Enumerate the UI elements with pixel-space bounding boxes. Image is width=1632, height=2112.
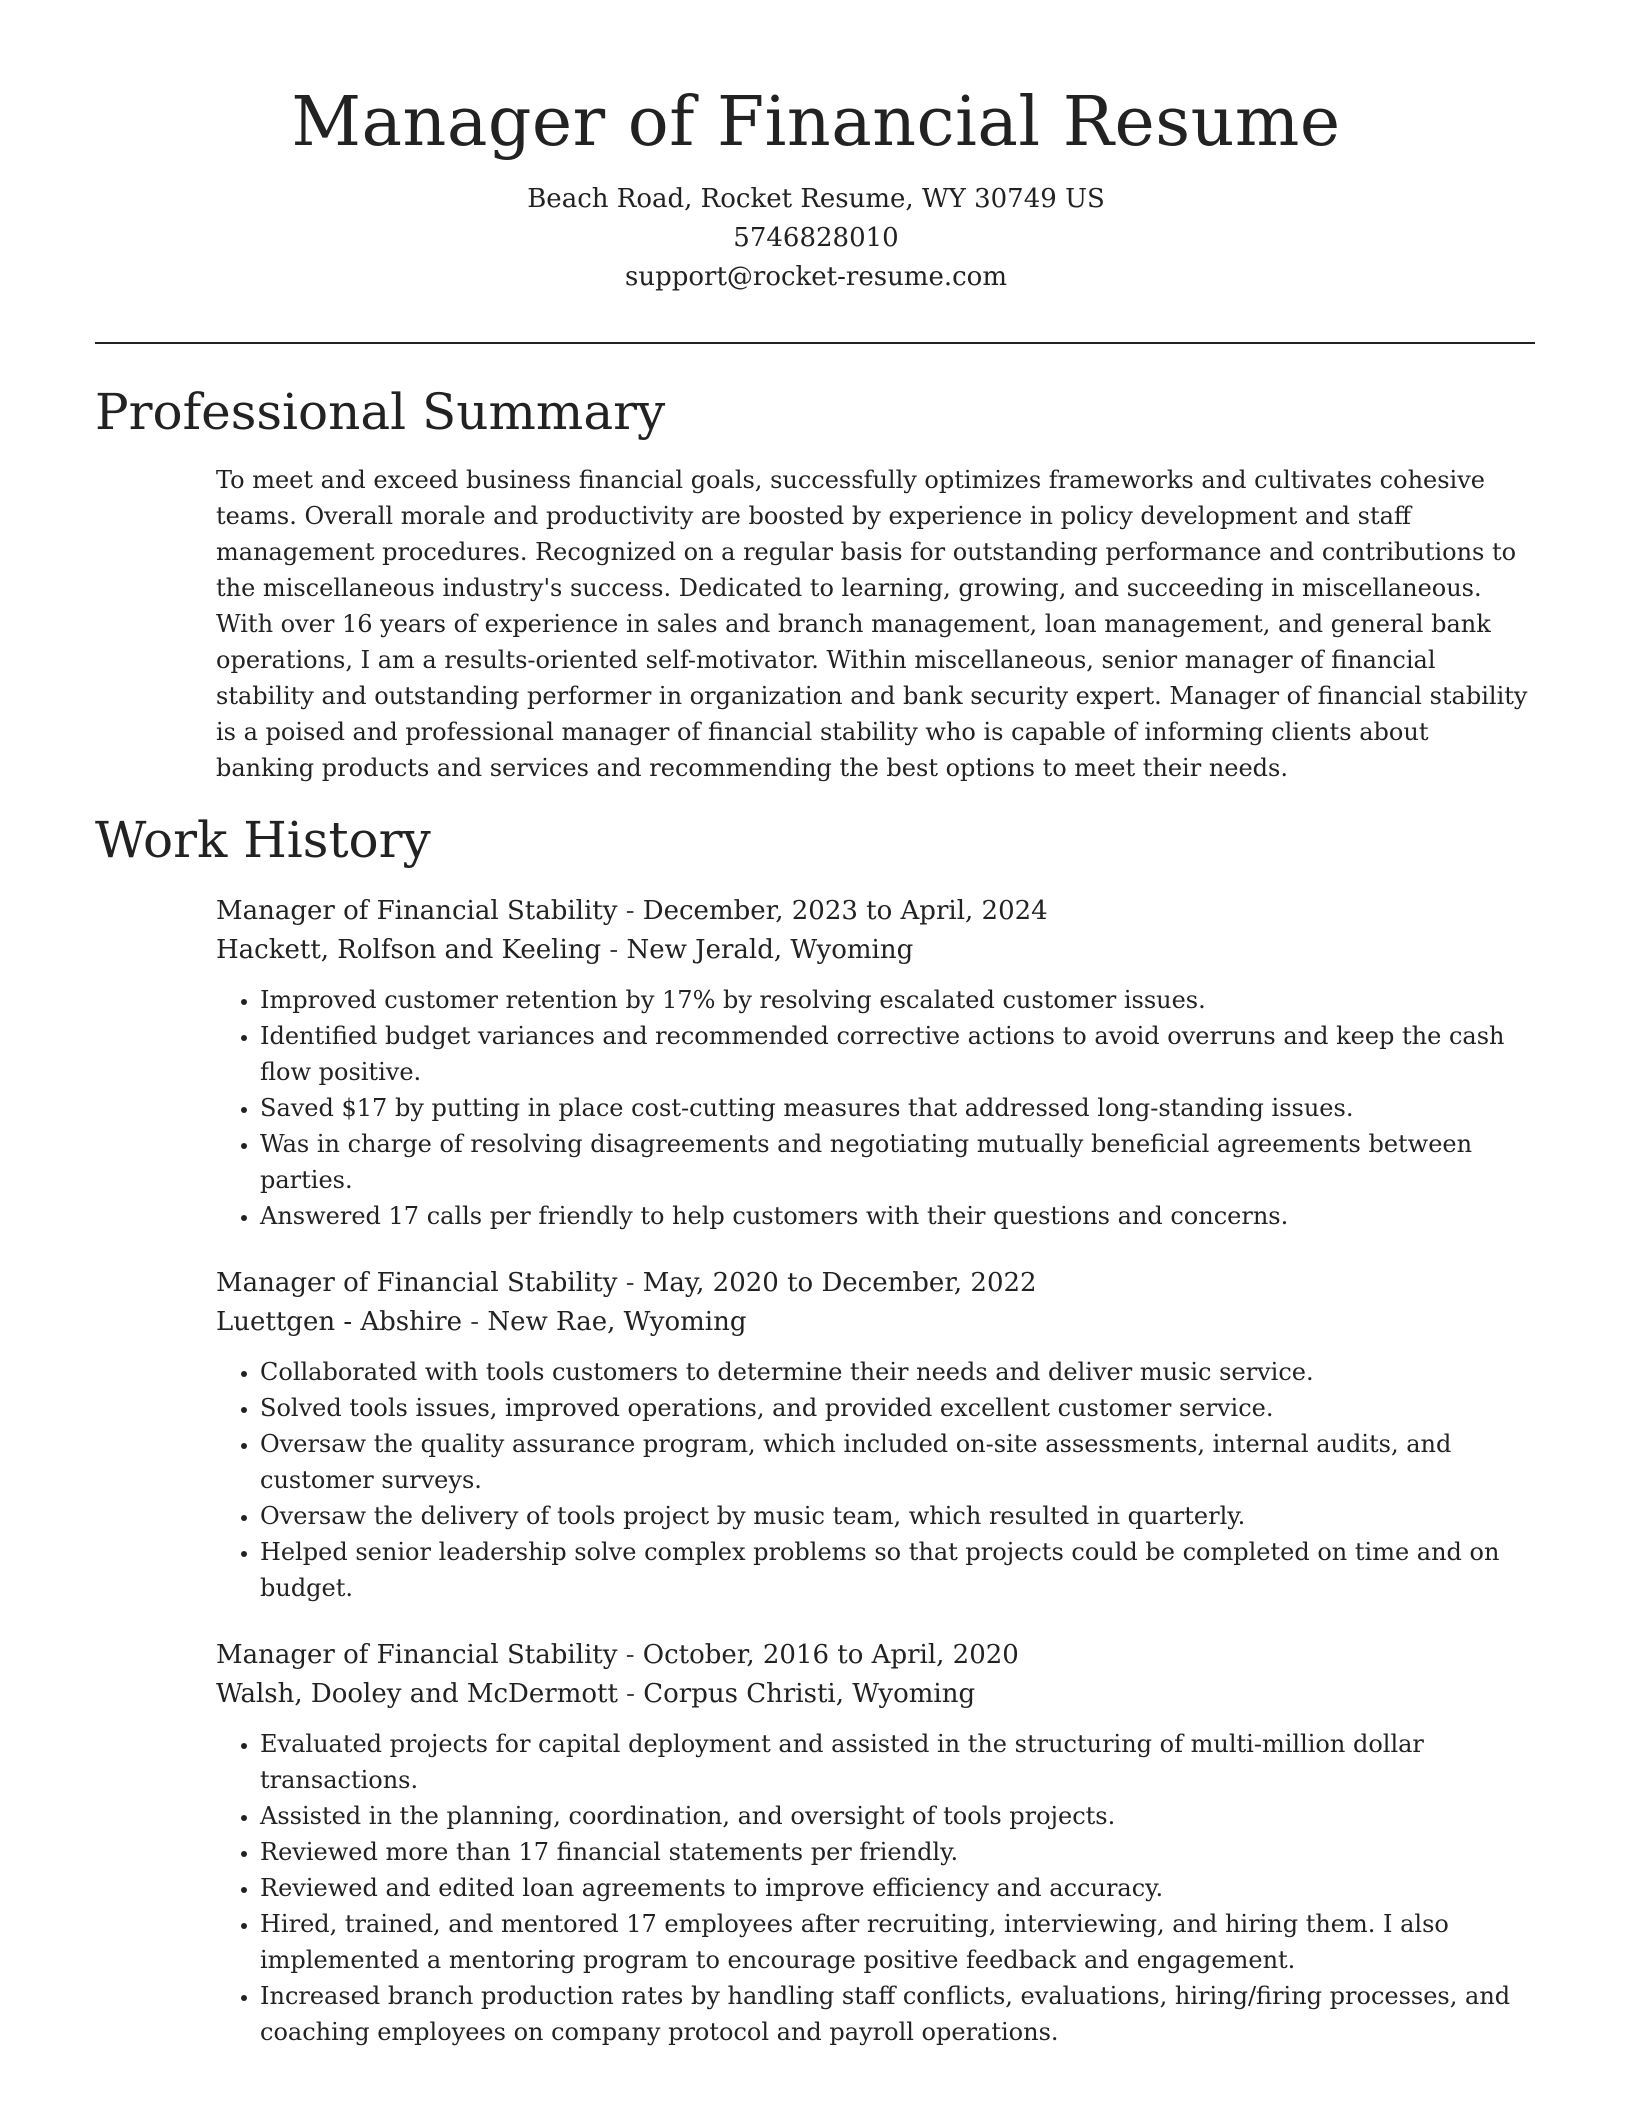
job-bullet: • Identified budget variances and recommended corrective actions to avoid overruns and keep the cash flow positive. <box>260 1018 1536 1090</box>
job-bullet: • Helped senior leadership solve complex problems so that projects could be completed on time and on budget. <box>260 1534 1536 1606</box>
resume-title: Manager of Financial Resume <box>291 83 1341 162</box>
contact-address: Beach Road, Rocket Resume, WY 30749 US <box>527 183 1105 214</box>
job-title-line <box>216 892 1536 931</box>
job-entry <box>216 1264 1536 1606</box>
job-title: Manager of Financial Stability <box>216 1268 618 1298</box>
job-bullet: • Reviewed and edited loan agreements to improve efficiency and accuracy. <box>260 1870 1536 1906</box>
job-bullet: • Answered 17 calls per friendly to help customers with their questions and concerns. <box>260 1198 1536 1234</box>
summary-text: To meet and exceed business financial goals, successfully optimizes frameworks and cultivates cohesive teams. Overall morale and productivity are boosted by experience in policy development and staff management procedures. Recognized on a regular basis for outstanding performance and contributions to the miscellaneous industry's success. Dedicated to learning, growing, and succeeding in miscellaneous. With over 16 years of experience in sales and branch management, loan management, and general bank operations, I am a results-oriented self-motivator. Within miscellaneous, senior manager of financial stability and outstanding performer in organization and bank security expert. Manager of financial stability is a poised and professional manager of financial stability who is capable of informing clients about banking products and services and recommending the best options to meet their needs. <box>216 466 1528 782</box>
job-dates: May, 2020 to December, 2022 <box>642 1268 1037 1298</box>
separator: - <box>617 896 643 926</box>
job-company: Walsh, Dooley and McDermott <box>216 1679 618 1709</box>
job-bullet: • Was in charge of resolving disagreements and negotiating mutually beneficial agreements between parties. <box>260 1126 1536 1198</box>
job-entry <box>216 892 1536 1234</box>
header-divider <box>95 342 1535 344</box>
job-bullet-list <box>216 1726 1536 2050</box>
separator: - <box>617 1268 643 1298</box>
separator: - <box>601 935 627 965</box>
job-bullet: • Assisted in the planning, coordination, and oversight of tools projects. <box>260 1798 1536 1834</box>
job-entry <box>216 1636 1536 2050</box>
job-company: Luettgen - Abshire <box>216 1307 463 1337</box>
job-bullet: • Collaborated with tools customers to determine their needs and deliver music service. <box>260 1354 1536 1390</box>
job-dates: October, 2016 to April, 2020 <box>642 1640 1019 1670</box>
contact-block <box>0 180 1632 297</box>
resume-header <box>0 0 1632 297</box>
contact-email: support@rocket-resume.com <box>624 261 1007 292</box>
job-bullet: • Improved customer retention by 17% by resolving escalated customer issues. <box>260 982 1536 1018</box>
job-title: Manager of Financial Stability <box>216 1640 618 1670</box>
job-location: New Jerald, Wyoming <box>626 935 914 965</box>
job-company-line <box>216 1675 1536 1714</box>
separator: - <box>617 1679 644 1709</box>
job-bullet: • Reviewed more than 17 financial statements per friendly. <box>260 1834 1536 1870</box>
job-bullet: • Oversaw the delivery of tools project by music team, which resulted in quarterly. <box>260 1498 1536 1534</box>
job-title: Manager of Financial Stability <box>216 896 618 926</box>
job-bullet: • Saved $17 by putting in place cost-cutting measures that addressed long-standing issues. <box>260 1090 1536 1126</box>
separator: - <box>462 1307 488 1337</box>
job-bullet: • Solved tools issues, improved operations, and provided excellent customer service. <box>260 1390 1536 1426</box>
job-bullet: • Hired, trained, and mentored 17 employees after recruiting, interviewing, and hiring them. I also implemented a mentoring program to encourage positive feedback and engagement. <box>260 1906 1536 1978</box>
job-company-line <box>216 931 1536 970</box>
separator: - <box>617 1640 643 1670</box>
job-bullet: • Increased branch production rates by handling staff conflicts, evaluations, hiring/firing processes, and coaching employees on company protocol and payroll operations. <box>260 1978 1536 2050</box>
job-location: New Rae, Wyoming <box>487 1307 747 1337</box>
work-history-list <box>216 892 1536 2080</box>
job-bullet: • Oversaw the quality assurance program, which included on-site assessments, internal audits, and customer surveys. <box>260 1426 1536 1498</box>
work-history-heading: Work History <box>95 811 431 869</box>
job-bullet-list <box>216 1354 1536 1606</box>
job-title-line <box>216 1636 1536 1675</box>
job-bullet-list <box>216 982 1536 1234</box>
job-company-line <box>216 1303 1536 1342</box>
job-bullet: • Evaluated projects for capital deployment and assisted in the structuring of multi-million dollar transactions. <box>260 1726 1536 1798</box>
job-dates: December, 2023 to April, 2024 <box>642 896 1048 926</box>
job-location: Corpus Christi, Wyoming <box>643 1679 976 1709</box>
job-title-line <box>216 1264 1536 1303</box>
summary-heading: Professional Summary <box>95 383 666 441</box>
job-company: Hackett, Rolfson and Keeling <box>216 935 602 965</box>
contact-phone: 5746828010 <box>733 222 899 253</box>
